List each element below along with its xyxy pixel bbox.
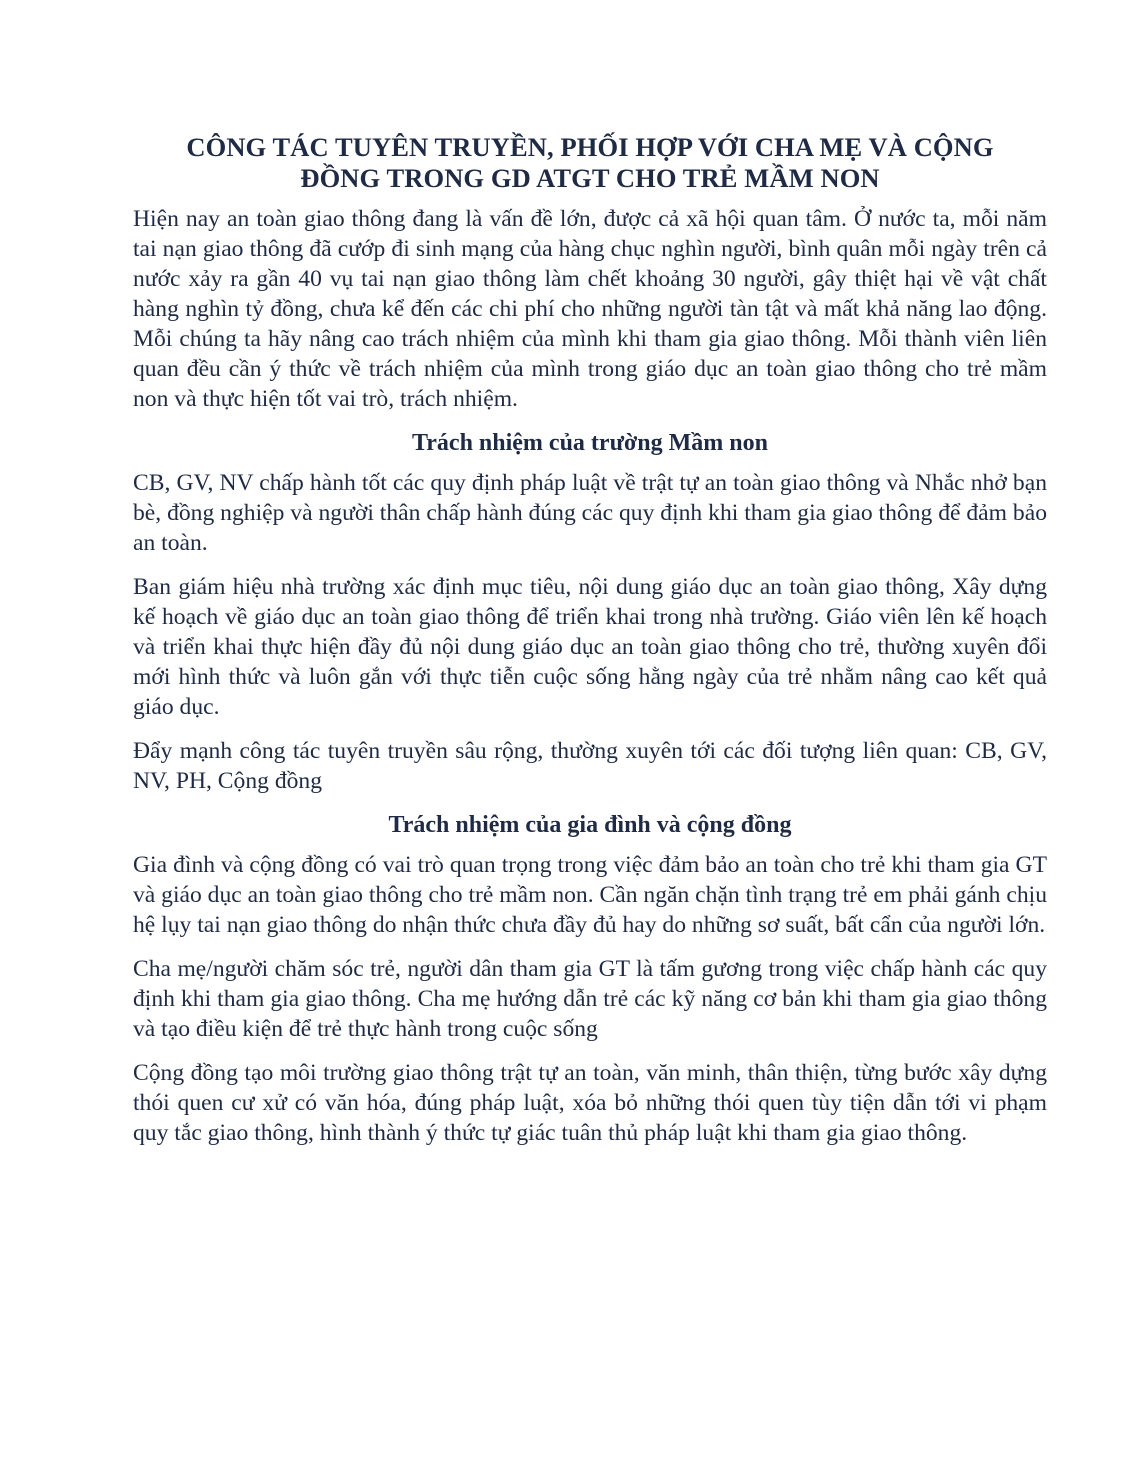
document-page	[133, 132, 1047, 1162]
family-paragraph-2: Cha mẹ/người chăm sóc trẻ, người dân tham gia GT là tấm gương trong việc chấp hành các quy định khi tham gia giao thông. Cha mẹ hướng dẫn trẻ các kỹ năng cơ bản khi tham gia giao thông và tạo điều kiện để trẻ thực hành trong cuộc sống	[133, 956, 1047, 1042]
title-line-1: CÔNG TÁC TUYÊN TRUYỀN, PHỐI HỢP VỚI CHA MẸ VÀ CỘNG	[186, 132, 994, 162]
document-title	[133, 132, 1047, 194]
intro-paragraph: Hiện nay an toàn giao thông đang là vấn đề lớn, được cả xã hội quan tâm. Ở nước ta, mỗi năm tai nạn giao thông đã cướp đi sinh mạng của hàng chục nghìn người, bình quân mỗi ngày trên cả nước xảy ra gần 40 vụ tai nạn giao thông làm chết khoảng 30 người, gây thiệt hại về vật chất hàng nghìn tỷ đồng, chưa kể đến các chi phí cho những người tàn tật và mất khả năng lao động. Mỗi chúng ta hãy nâng cao trách nhiệm của mình khi tham gia giao thông. Mỗi thành viên liên quan đều cần ý thức về trách nhiệm của mình trong giáo dục an toàn giao thông cho trẻ mầm non và thực hiện tốt vai trò, trách nhiệm.	[133, 206, 1047, 412]
school-paragraph-3: Đẩy mạnh công tác tuyên truyền sâu rộng, thường xuyên tới các đối tượng liên quan: CB, GV, NV, PH, Cộng đồng	[133, 738, 1047, 794]
family-paragraph-3: Cộng đồng tạo môi trường giao thông trật tự an toàn, văn minh, thân thiện, từng bước xây dựng thói quen cư xử có văn hóa, đúng pháp luật, xóa bỏ những thói quen tùy tiện dẫn tới vi phạm quy tắc giao thông, hình thành ý thức tự giác tuân thủ pháp luật khi tham gia giao thông.	[133, 1060, 1047, 1146]
title-line-2: ĐỒNG TRONG GD ATGT CHO TRẺ MẦM NON	[300, 163, 880, 193]
school-paragraph-1: CB, GV, NV chấp hành tốt các quy định pháp luật về trật tự an toàn giao thông và Nhắc nhở bạn bè, đồng nghiệp và người thân chấp hành đúng các quy định khi tham gia giao thông để đảm bảo an toàn.	[133, 470, 1047, 556]
family-section-heading: Trách nhiệm của gia đình và cộng đồng	[388, 812, 792, 838]
family-paragraph-1: Gia đình và cộng đồng có vai trò quan trọng trong việc đảm bảo an toàn cho trẻ khi tham gia GT và giáo dục an toàn giao thông cho trẻ mầm non. Cần ngăn chặn tình trạng trẻ em phải gánh chịu hệ lụy tai nạn giao thông do nhận thức chưa đầy đủ hay do những sơ suất, bất cẩn của người lớn.	[133, 852, 1047, 938]
school-section-heading: Trách nhiệm của trường Mầm non	[412, 430, 768, 456]
school-paragraph-2: Ban giám hiệu nhà trường xác định mục tiêu, nội dung giáo dục an toàn giao thông, Xây dựng kế hoạch về giáo dục an toàn giao thông để triển khai trong nhà trường. Giáo viên lên kế hoạch và triển khai thực hiện đầy đủ nội dung giáo dục an toàn giao thông cho trẻ, thường xuyên đổi mới hình thức và luôn gắn với thực tiễn cuộc sống hằng ngày của trẻ nhằm nâng cao kết quả giáo dục.	[133, 574, 1047, 720]
